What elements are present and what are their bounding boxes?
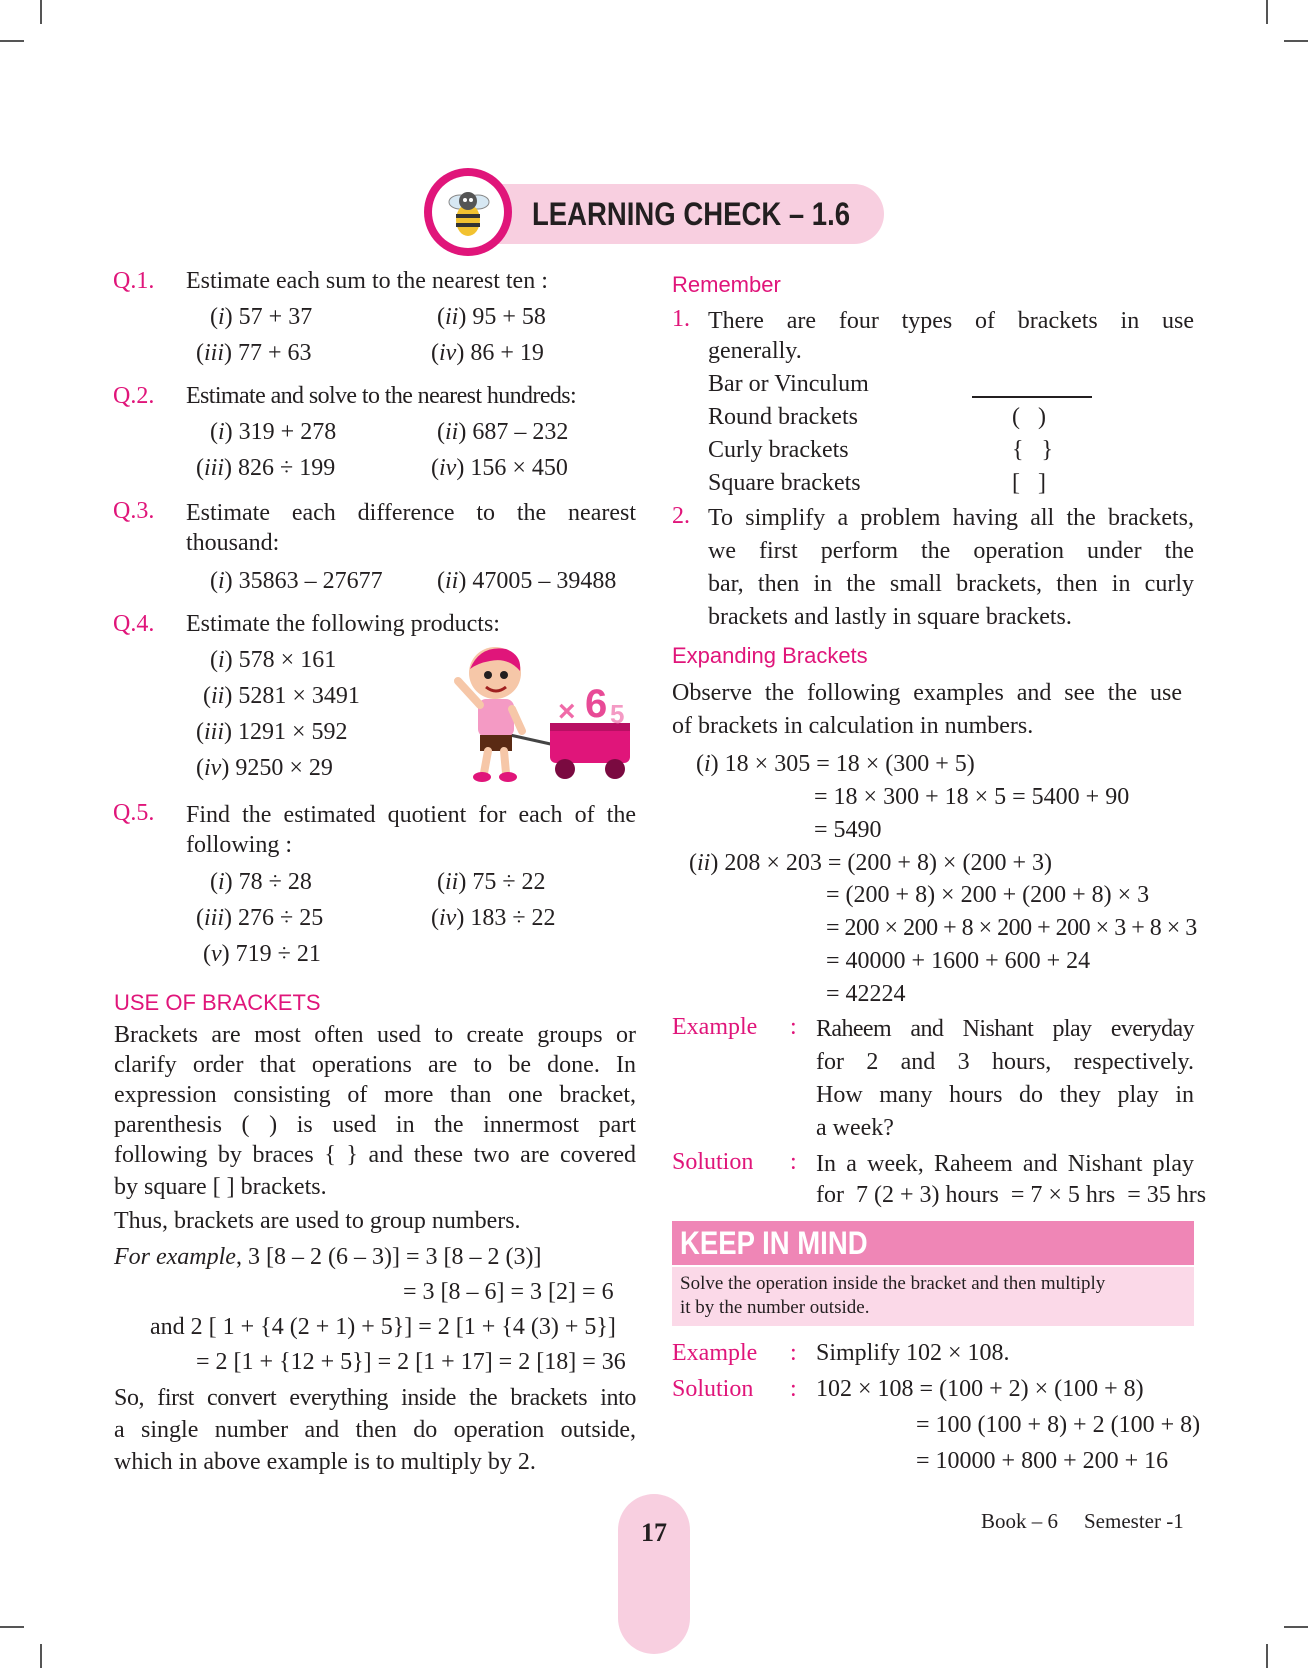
paragraph-line: brackets and lastly in square brackets. xyxy=(708,604,1072,630)
solution-text: In a week, Raheem and Nishant play xyxy=(816,1151,1194,1177)
question-item: (ii) 687 – 232 xyxy=(437,419,569,445)
solution-line: = 100 (100 + 8) + 2 (100 + 8) xyxy=(916,1412,1201,1438)
page-number: 17 xyxy=(641,1518,667,1547)
question-item: (iii) 77 + 63 xyxy=(196,340,312,366)
crop-mark xyxy=(1266,0,1268,24)
question-item: (i) 57 + 37 xyxy=(210,304,313,330)
svg-text:×: × xyxy=(558,695,576,728)
svg-text:6: 6 xyxy=(585,682,608,726)
question-number: Q.1. xyxy=(113,268,155,294)
solution-label: Solution xyxy=(672,1376,754,1402)
crop-mark xyxy=(40,1644,42,1668)
question-item: (v) 719 ÷ 21 xyxy=(203,941,321,967)
expanding-intro: of brackets in calculation in numbers. xyxy=(672,713,1034,739)
question-text-cont: following : xyxy=(186,832,292,858)
paragraph-line: following by braces { } and these two are covered xyxy=(114,1142,636,1168)
bracket-symbol: { } xyxy=(1012,437,1054,463)
brackets-paragraph xyxy=(114,1020,636,1238)
question-item: (ii) 75 ÷ 22 xyxy=(437,869,546,895)
paragraph-line: by square [ ] brackets. xyxy=(114,1174,327,1200)
boy-with-cart-illustration xyxy=(450,645,640,785)
bracket-type-name: Curly brackets xyxy=(708,437,849,463)
crop-mark xyxy=(0,1626,24,1628)
paragraph-line: So, first convert everything inside the brackets into xyxy=(114,1385,636,1411)
example-line: = 2 [1 + {12 + 5}] = 2 [1 + 17] = 2 [18] = 36 xyxy=(196,1349,626,1375)
vinculum-bar xyxy=(972,396,1092,398)
example-label: Example xyxy=(672,1340,758,1366)
paragraph-line: parenthesis ( ) is used in the innermost part xyxy=(114,1112,636,1138)
svg-text:5: 5 xyxy=(610,699,625,729)
crop-mark xyxy=(1284,1626,1308,1628)
example-text: Simplify 102 × 108. xyxy=(816,1340,1010,1366)
bracket-symbol: [ ] xyxy=(1012,470,1046,496)
example-label: Example xyxy=(672,1014,758,1040)
paragraph-line: expression consisting of more than one bracket, xyxy=(114,1082,636,1108)
example-line: = 3 [8 – 6] = 3 [2] = 6 xyxy=(403,1279,614,1305)
question-item: (iv) 156 × 450 xyxy=(431,455,568,481)
question-item: (ii) 95 + 58 xyxy=(437,304,546,330)
paragraph-line: How many hours do they play in xyxy=(816,1082,1194,1108)
conclusion-paragraph xyxy=(114,1382,636,1478)
crop-mark xyxy=(1266,1644,1268,1668)
question-item: (iv) 86 + 19 xyxy=(431,340,544,366)
example-line: For example, 3 [8 – 2 (6 – 3)] = 3 [8 – 2 (3)] xyxy=(114,1244,542,1270)
question-text: Estimate the following products: xyxy=(186,611,500,637)
paragraph-line: Brackets are most often used to create groups or xyxy=(114,1022,636,1048)
question-text: Estimate each difference to the nearest xyxy=(186,500,636,526)
bracket-symbol: ( ) xyxy=(1012,404,1046,430)
keep-in-mind-text: it by the number outside. xyxy=(680,1297,870,1318)
remember-text xyxy=(708,502,1194,634)
crop-mark xyxy=(0,40,24,42)
paragraph-line: we first perform the operation under the xyxy=(708,538,1194,564)
bracket-type-name: Round brackets xyxy=(708,404,858,430)
question-text-cont: thousand: xyxy=(186,530,280,556)
keep-in-mind-body xyxy=(672,1267,1194,1326)
expansion-line: (ii) 208 × 203 = (200 + 8) × (200 + 3) xyxy=(689,850,1052,876)
question-item: (i) 78 ÷ 28 xyxy=(210,869,312,895)
book-label: Book – 6 xyxy=(981,1509,1059,1533)
solution-label: Solution xyxy=(672,1149,754,1175)
question-text: Estimate each sum to the nearest ten : xyxy=(186,268,548,294)
expanding-intro: Observe the following examples and see the use xyxy=(672,680,1182,706)
solution-line: = 10000 + 800 + 200 + 16 xyxy=(916,1448,1169,1474)
keep-in-mind-text: Solve the operation inside the bracket and then multiply xyxy=(680,1273,1106,1294)
keep-in-mind-box xyxy=(672,1221,1194,1326)
paragraph-line: bar, then in the small brackets, then in curly xyxy=(708,571,1194,597)
expansion-line: (i) 18 × 305 = 18 × (300 + 5) xyxy=(696,751,975,777)
paragraph-line: Raheem and Nishant play everyday xyxy=(816,1016,1194,1042)
example-text xyxy=(816,1013,1194,1145)
solution-colon: : xyxy=(790,1149,797,1175)
bracket-type-name: Bar or Vinculum xyxy=(708,371,869,397)
paragraph-line: which in above example is to multiply by 2. xyxy=(114,1449,536,1475)
question-number: Q.4. xyxy=(113,611,155,637)
question-item: (iv) 183 ÷ 22 xyxy=(431,905,556,931)
bee-mascot-icon xyxy=(424,168,512,256)
section-heading: Expanding Brackets xyxy=(672,643,868,668)
paragraph-line: a single number and then do operation outside, xyxy=(114,1417,636,1443)
solution-text: for 7 (2 + 3) hours = 7 × 5 hrs = 35 hrs xyxy=(816,1182,1207,1208)
solution-colon: : xyxy=(790,1376,797,1402)
section-heading: USE OF BRACKETS xyxy=(114,990,321,1015)
example-colon: : xyxy=(790,1014,797,1040)
list-number: 1. xyxy=(672,306,690,332)
expansion-line: = 18 × 300 + 18 × 5 = 5400 + 90 xyxy=(814,784,1130,810)
crop-mark xyxy=(40,0,42,24)
question-item: (iii) 826 ÷ 199 xyxy=(196,455,336,481)
remember-text: There are four types of brackets in use xyxy=(708,308,1194,334)
paragraph-line: Thus, brackets are used to group numbers. xyxy=(114,1208,521,1234)
paragraph-line: clarify order that operations are to be done. In xyxy=(114,1052,636,1078)
expansion-line: = 5490 xyxy=(814,817,882,843)
question-text: Find the estimated quotient for each of the xyxy=(186,802,636,828)
page-number-tab xyxy=(618,1494,690,1654)
question-text: Estimate and solve to the nearest hundreds: xyxy=(186,383,577,409)
question-item: (iii) 276 ÷ 25 xyxy=(196,905,324,931)
example-colon: : xyxy=(790,1340,797,1366)
question-number: Q.5. xyxy=(113,800,155,826)
learning-check-header xyxy=(424,168,884,258)
semester-label: Semester -1 xyxy=(1084,1509,1184,1533)
question-number: Q.3. xyxy=(113,498,155,524)
remember-text: generally. xyxy=(708,338,802,364)
paragraph-line: for 2 and 3 hours, respectively. xyxy=(816,1049,1194,1075)
question-item: (i) 578 × 161 xyxy=(210,647,337,673)
page-title: LEARNING CHECK – 1.6 xyxy=(532,196,851,232)
solution-line: 102 × 108 = (100 + 2) × (100 + 8) xyxy=(816,1376,1144,1402)
keep-in-mind-title: KEEP IN MIND xyxy=(680,1225,868,1261)
expansion-line: = (200 + 8) × 200 + (200 + 8) × 3 xyxy=(826,882,1150,908)
question-item: (i) 35863 – 27677 xyxy=(210,568,383,594)
expansion-line: = 42224 xyxy=(826,981,906,1007)
paragraph-line: To simplify a problem having all the brackets, xyxy=(708,505,1194,531)
bracket-type-name: Square brackets xyxy=(708,470,861,496)
expansion-line: = 200 × 200 + 8 × 200 + 200 × 3 + 8 × 3 xyxy=(826,915,1197,941)
expansion-line: = 40000 + 1600 + 600 + 24 xyxy=(826,948,1091,974)
question-item: (ii) 47005 – 39488 xyxy=(437,568,617,594)
question-item: (i) 319 + 278 xyxy=(210,419,337,445)
crop-mark xyxy=(1284,40,1308,42)
list-number: 2. xyxy=(672,503,690,529)
example-line: and 2 [ 1 + {4 (2 + 1) + 5}] = 2 [1 + {4 (3) + 5}] xyxy=(150,1314,616,1340)
remember-heading: Remember xyxy=(672,272,781,297)
keep-in-mind-header xyxy=(672,1221,1194,1265)
question-number: Q.2. xyxy=(113,383,155,409)
paragraph-line: a week? xyxy=(816,1115,894,1141)
question-item: (iii) 1291 × 592 xyxy=(196,719,348,745)
question-item: (iv) 9250 × 29 xyxy=(196,755,333,781)
question-item: (ii) 5281 × 3491 xyxy=(203,683,360,709)
